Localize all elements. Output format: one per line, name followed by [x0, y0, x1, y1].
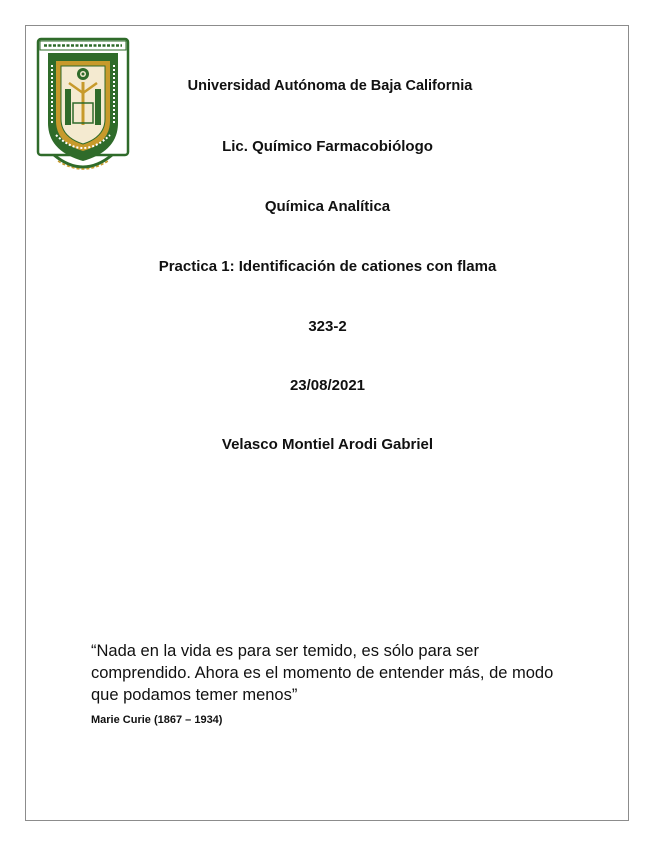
university-shield-logo — [36, 33, 130, 179]
quote-author: Marie Curie (1867 – 1934) — [91, 714, 223, 726]
date: 23/08/2021 — [289, 377, 366, 394]
quote-text: “Nada en la vida es para ser temido, es sólo para ser comprendido. Ahora es el momento de entender más, de modo que podamos temer menos” — [91, 642, 554, 704]
group-number: 323-2 — [308, 318, 347, 335]
student-name: Velasco Montiel Arodi Gabriel — [221, 436, 434, 453]
practice-title: Practica 1: Identificación de cationes con flama — [158, 258, 497, 275]
course-name: Química Analítica — [264, 198, 391, 215]
program-name: Lic. Químico Farmacobiólogo — [222, 138, 433, 155]
university-name: Universidad Autónoma de Baja California — [187, 78, 473, 94]
